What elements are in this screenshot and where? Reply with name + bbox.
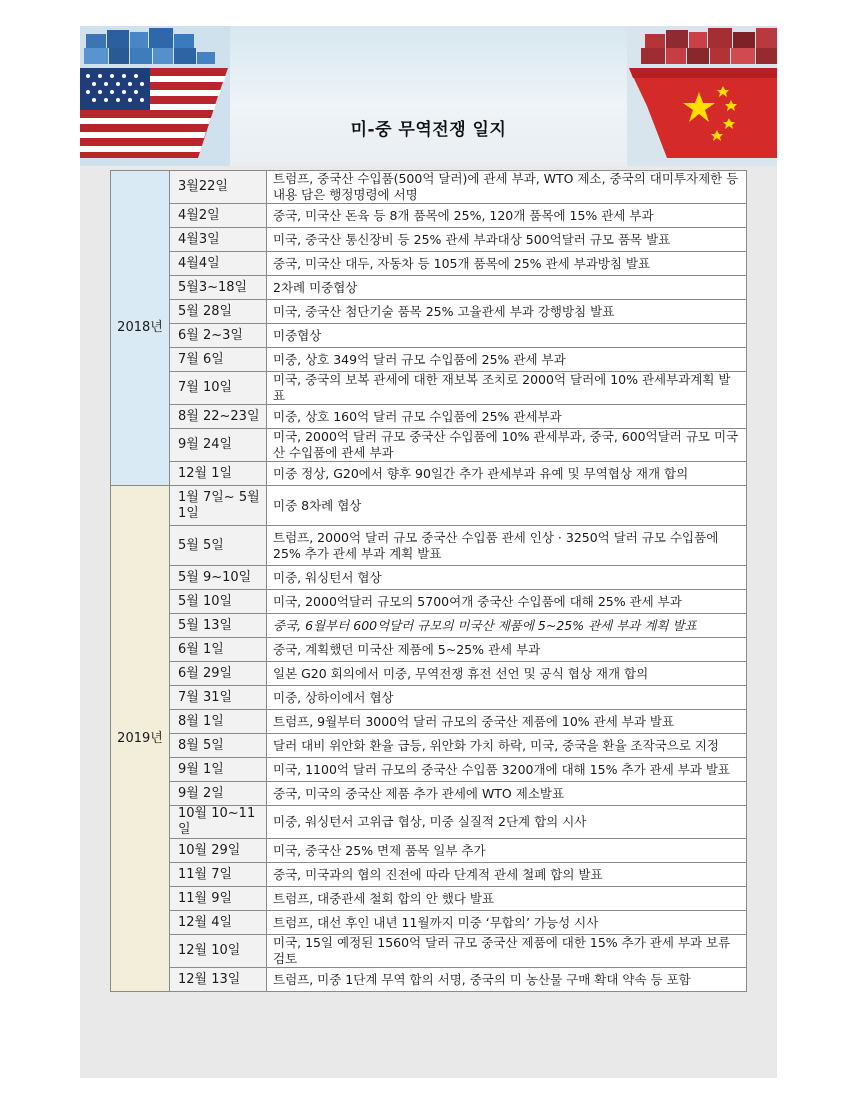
- timeline-table: [110, 170, 747, 992]
- event-description: 미국, 15일 예정된 1560억 달러 규모 중국산 제품에 대한 15% 추가 관세 부과 보류 검토: [267, 935, 747, 968]
- event-description: 2차례 미중협상: [267, 276, 747, 300]
- timeline-row: [111, 462, 747, 486]
- event-date: 10월 10~11일: [170, 806, 267, 839]
- event-description: 트럼프, 중국산 수입품(500억 달러)에 관세 부과, WTO 제소, 중국의 대미투자제한 등 내용 담은 행정명령에 서명: [267, 171, 747, 204]
- timeline-row: [111, 228, 747, 252]
- event-description: 트럼프, 9월부터 3000억 달러 규모의 중국산 제품에 10% 관세 부과 발표: [267, 710, 747, 734]
- event-description: 미중, 상호 160억 달러 규모 수입품에 25% 관세부과: [267, 405, 747, 429]
- event-date: 4월3일: [170, 228, 267, 252]
- event-date: 9월 24일: [170, 429, 267, 462]
- event-description: 미국, 중국산 첨단기술 품목 25% 고율관세 부과 강행방침 발표: [267, 300, 747, 324]
- event-date: 11월 9일: [170, 887, 267, 911]
- timeline-row: [111, 839, 747, 863]
- timeline-row: [111, 935, 747, 968]
- event-description: 미국, 1100억 달러 규모의 중국산 수입품 3200개에 대해 15% 추가 관세 부과 발표: [267, 758, 747, 782]
- timeline-row: [111, 276, 747, 300]
- event-date: 9월 1일: [170, 758, 267, 782]
- event-description: 미중, 상호 349억 달러 규모 수입품에 25% 관세 부과: [267, 348, 747, 372]
- event-description: 중국, 계획했던 미국산 제품에 5~25% 관세 부과: [267, 638, 747, 662]
- event-description: 미국, 중국의 보복 관세에 대한 재보복 조치로 2000억 달러에 10% 관세부과계획 발표: [267, 372, 747, 405]
- timeline-row: [111, 734, 747, 758]
- timeline-row: [111, 252, 747, 276]
- timeline-row: [111, 887, 747, 911]
- timeline-row: [111, 710, 747, 734]
- event-date: 4월4일: [170, 252, 267, 276]
- event-description: 미중, 워싱턴서 협상: [267, 566, 747, 590]
- event-date: 8월 22~23일: [170, 405, 267, 429]
- timeline-row: [111, 566, 747, 590]
- china-cargo-ship-image: [627, 26, 777, 166]
- event-date: 12월 13일: [170, 968, 267, 992]
- timeline-row: [111, 863, 747, 887]
- event-description: 중국, 미국산 대두, 자동차 등 105개 품목에 25% 관세 부과방침 발표: [267, 252, 747, 276]
- event-description: 미중 정상, G20에서 향후 90일간 추가 관세부과 유예 및 무역협상 재개 합의: [267, 462, 747, 486]
- event-date: 12월 4일: [170, 911, 267, 935]
- timeline-row: [111, 372, 747, 405]
- event-date: 9월 2일: [170, 782, 267, 806]
- event-date: 1월 7일~ 5월 1일: [170, 486, 267, 526]
- event-date: 7월 6일: [170, 348, 267, 372]
- event-description: 트럼프, 대선 후인 내년 11월까지 미중 ‘무합의’ 가능성 시사: [267, 911, 747, 935]
- timeline-row: [111, 614, 747, 638]
- timeline-row: [111, 300, 747, 324]
- event-date: 11월 7일: [170, 863, 267, 887]
- event-description: 미국, 중국산 25% 면제 품목 일부 추가: [267, 839, 747, 863]
- event-date: 12월 10일: [170, 935, 267, 968]
- event-description: 중국, 미국의 중국산 제품 추가 관세에 WTO 제소발표: [267, 782, 747, 806]
- event-description: 미국, 2000억 달러 규모 중국산 수입품에 10% 관세부과, 중국, 600억달러 규모 미국산 수입품에 관세 부과: [267, 429, 747, 462]
- year-label: 2019년: [111, 486, 170, 992]
- event-description: 미국, 중국산 통신장비 등 25% 관세 부과대상 500억달러 규모 품목 발표: [267, 228, 747, 252]
- timeline-row: [111, 324, 747, 348]
- timeline-row: [111, 968, 747, 992]
- event-date: 8월 1일: [170, 710, 267, 734]
- timeline-row: [111, 638, 747, 662]
- event-date: 4월2일: [170, 204, 267, 228]
- event-date: 5월 10일: [170, 590, 267, 614]
- timeline-row: [111, 348, 747, 372]
- timeline-row: [111, 429, 747, 462]
- event-description: 미중, 워싱턴서 고위급 협상, 미중 실질적 2단계 합의 시사: [267, 806, 747, 839]
- timeline-row: [111, 911, 747, 935]
- event-date: 6월 1일: [170, 638, 267, 662]
- timeline-row: [111, 171, 747, 204]
- timeline-row: [111, 526, 747, 566]
- event-description: 일본 G20 회의에서 미중, 무역전쟁 휴전 선언 및 공식 협상 재개 합의: [267, 662, 747, 686]
- timeline-row: [111, 405, 747, 429]
- event-date: 10월 29일: [170, 839, 267, 863]
- timeline-row: [111, 486, 747, 526]
- us-cargo-ship-image: [80, 26, 230, 166]
- timeline-row: [111, 806, 747, 839]
- banner: [80, 26, 777, 166]
- page-title: 미-중 무역전쟁 일지: [350, 120, 507, 140]
- event-description: 중국, 미국산 돈육 등 8개 품목에 25%, 120개 품목에 15% 관세 부과: [267, 204, 747, 228]
- event-date: 7월 10일: [170, 372, 267, 405]
- event-description: 트럼프, 2000억 달러 규모 중국산 수입품 관세 인상 · 3250억 달러 규모 수입품에 25% 추가 관세 부과 계획 발표: [267, 526, 747, 566]
- event-date: 3월22일: [170, 171, 267, 204]
- event-description: 미중, 상하이에서 협상: [267, 686, 747, 710]
- timeline-row: [111, 662, 747, 686]
- event-date: 5월 5일: [170, 526, 267, 566]
- event-description: 중국, 6월부터 600억달러 규모의 미국산 제품에 5~25% 관세 부과 계획 발표: [267, 614, 747, 638]
- event-date: 5월 13일: [170, 614, 267, 638]
- timeline-row: [111, 758, 747, 782]
- event-date: 6월 2~3일: [170, 324, 267, 348]
- event-date: 7월 31일: [170, 686, 267, 710]
- timeline-row: [111, 686, 747, 710]
- event-date: 8월 5일: [170, 734, 267, 758]
- event-description: 미국, 2000억달러 규모의 5700여개 중국산 수입품에 대해 25% 관세 부과: [267, 590, 747, 614]
- event-description: 중국, 미국과의 협의 진전에 따라 단계적 관세 철폐 합의 발표: [267, 863, 747, 887]
- timeline-row: [111, 204, 747, 228]
- event-description: 트럼프, 미중 1단계 무역 합의 서명, 중국의 미 농산물 구매 확대 약속 등 포함: [267, 968, 747, 992]
- year-label: 2018년: [111, 171, 170, 486]
- event-date: 5월3~18일: [170, 276, 267, 300]
- event-date: 5월 9~10일: [170, 566, 267, 590]
- event-date: 5월 28일: [170, 300, 267, 324]
- event-date: 6월 29일: [170, 662, 267, 686]
- timeline-row: [111, 590, 747, 614]
- event-description: 미중협상: [267, 324, 747, 348]
- event-description: 트럼프, 대중관세 철회 합의 안 했다 발표: [267, 887, 747, 911]
- timeline-row: [111, 782, 747, 806]
- event-description: 달러 대비 위안화 환율 급등, 위안화 가치 하락, 미국, 중국을 환율 조작국으로 지정: [267, 734, 747, 758]
- event-description: 미중 8차례 협상: [267, 486, 747, 526]
- event-date: 12월 1일: [170, 462, 267, 486]
